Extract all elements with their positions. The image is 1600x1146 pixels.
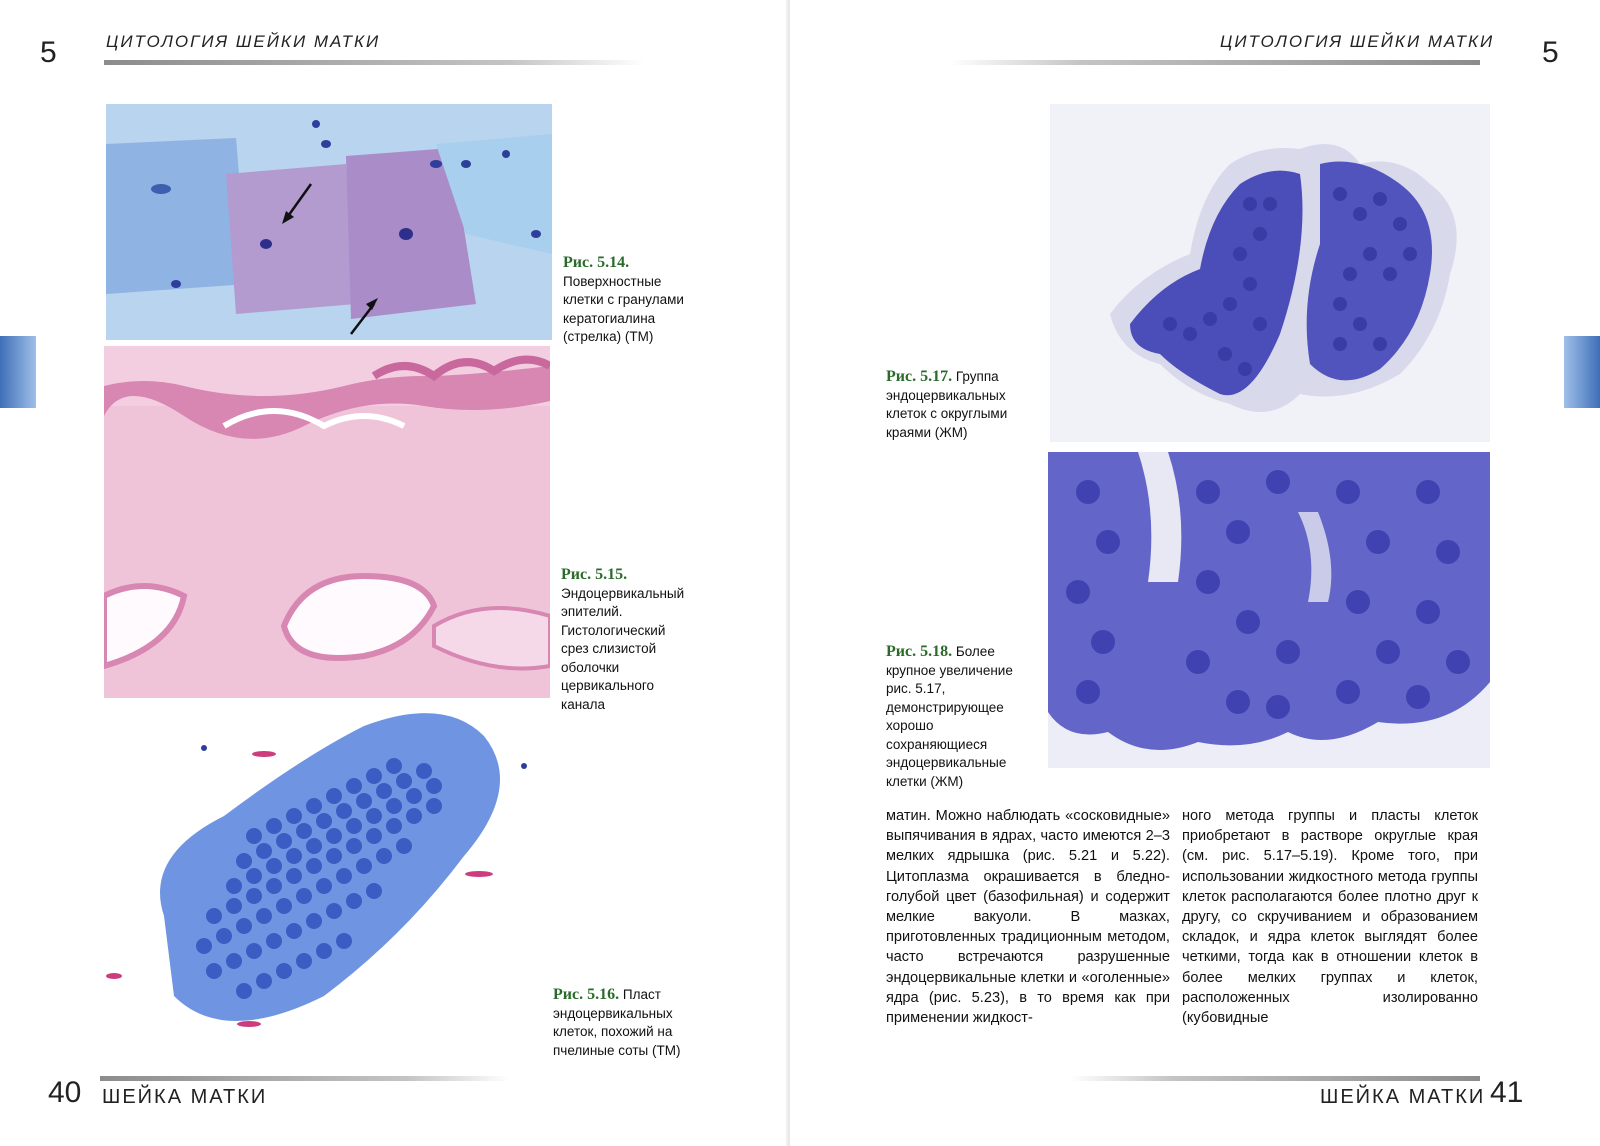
figure-5-14-image <box>106 104 552 340</box>
figure-5-17-image <box>1050 104 1490 442</box>
chapter-tab <box>1564 336 1600 408</box>
left-page <box>0 0 790 1146</box>
figure-5-14-text: Поверхностные клетки с гранулами кератогиалина (стрелка) (ТМ) <box>563 273 684 344</box>
footer-title: ШЕЙКА МАТКИ <box>1320 1086 1486 1108</box>
body-text-column-2: ного метода группы и пласты клеток приобретают в растворе округлые края (см. рис. 5.17–5.19). Кроме того, при использовании жидкостного метода группы клеток располагаются более плотно друг к другу, со скручиванием и образованием складок, и ядра клеток выглядят более четкими, тогда как в отношении клеток в более мелких группах и клеток, расположенных изолированно (кубовидные <box>1182 808 1478 1027</box>
footer-title: ШЕЙКА МАТКИ <box>102 1086 268 1108</box>
chapter-tab <box>0 336 36 408</box>
figure-5-17-caption <box>886 368 1034 442</box>
chapter-number: 5 <box>40 36 57 69</box>
running-head: ЦИТОЛОГИЯ ШЕЙКИ МАТКИ <box>1220 32 1495 51</box>
figure-5-15-label: Рис. 5.15. <box>561 566 628 583</box>
figure-5-18-image <box>1048 452 1490 768</box>
figure-5-16-text: Пласт эндоцервикальных клеток, похожий на пчелиные соты (ТМ) <box>553 987 681 1058</box>
figure-5-17-label: Рис. 5.17. <box>886 368 953 385</box>
right-page <box>790 0 1600 1146</box>
footer-rule <box>100 1076 510 1081</box>
figure-5-16-caption <box>553 986 693 1060</box>
header-rule <box>104 60 644 65</box>
figure-5-18-label: Рис. 5.18. <box>886 643 953 660</box>
figure-5-14-caption <box>563 254 693 347</box>
figure-5-16-label: Рис. 5.16. <box>553 986 620 1003</box>
footer-rule <box>1070 1076 1480 1081</box>
figure-5-17-text: Группа эндоцервикальных клеток с округлыми краями (ЖМ) <box>886 369 1008 440</box>
figure-5-14-label: Рис. 5.14. <box>563 254 630 271</box>
body-text-column-1: матин. Можно наблюдать «сосковидные» выпячивания в ядрах, часто имеются 2–3 мелких ядрышка (рис. 5.21 и 5.22). Цитоплазма окрашивается в бледно-голубой цвет (базофильная) и содержит мелкие вакуоли. В мазках, приготовленных традиционным методом, часто встречаются разрушенные эндоцервикальные клетки и «оголенные» ядра (рис. 5.23), в то время как при применении жидкост- <box>886 808 1170 1027</box>
figure-5-15-caption <box>561 566 691 714</box>
header-rule <box>950 60 1480 65</box>
running-head: ЦИТОЛОГИЯ ШЕЙКИ МАТКИ <box>106 32 381 51</box>
chapter-number: 5 <box>1542 36 1559 69</box>
figure-5-18-text: Более крупное увеличение рис. 5.17, демонстрирующее хорошо сохраняющиеся эндоцервикальные клетки (ЖМ) <box>886 644 1013 789</box>
figure-5-15-image <box>104 346 550 698</box>
figure-5-15-text: Эндоцервикальный эпителий. Гистологический срез слизистой оболочки цервикального канала <box>561 585 685 712</box>
figure-5-16-image <box>104 706 544 1056</box>
figure-5-18-caption <box>886 643 1034 791</box>
page-number: 41 <box>1490 1076 1524 1109</box>
page-number: 40 <box>48 1076 82 1109</box>
